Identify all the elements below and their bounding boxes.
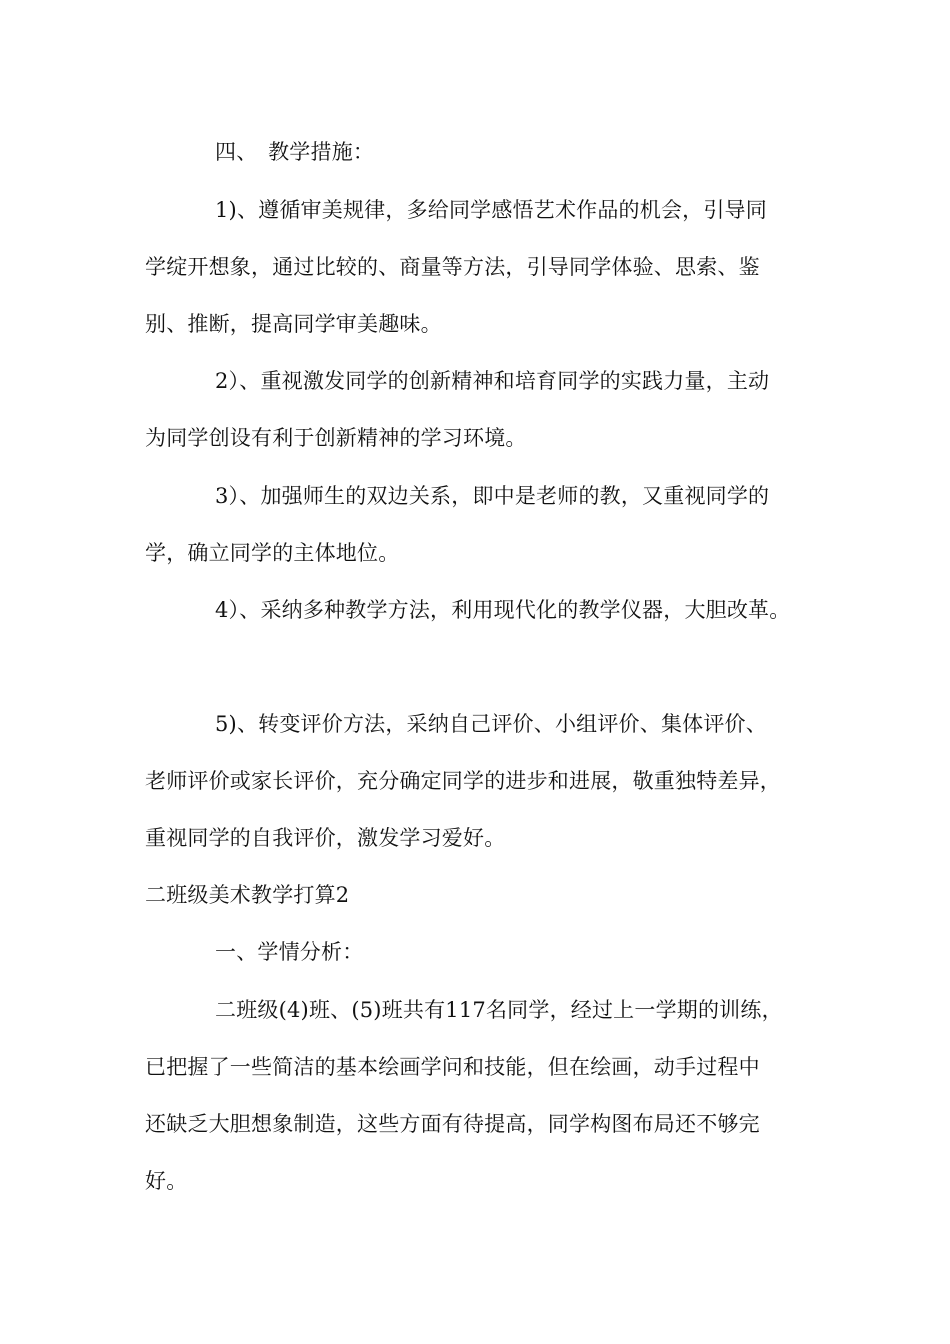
measure-3-line-2: 学，确立同学的主体地位。	[145, 541, 400, 565]
measure-2-line-2: 为同学创设有利于创新精神的学习环境。	[145, 426, 527, 450]
measure-3-line-1: 3）、加强师生的双边关系，即中是老师的教，又重视同学的	[215, 484, 770, 508]
measure-1-line-3: 别、推断，提高同学审美趣味。	[145, 312, 442, 336]
section-one-heading: 一、学情分析：	[215, 940, 364, 964]
analysis-line-2: 已把握了一些简洁的基本绘画学问和技能，但在绘画，动手过程中	[145, 1055, 760, 1079]
measure-5-line-2: 老师评价或家长评价，充分确定同学的进步和进展，敬重独特差异，	[145, 769, 781, 793]
analysis-line-3: 还缺乏大胆想象制造，这些方面有待提高，同学构图布局还不够完	[145, 1112, 760, 1136]
measure-1-line-1: 1)、遵循审美规律，多给同学感悟艺术作品的机会，引导同	[215, 198, 767, 222]
measure-4-line-1: 4）、采纳多种教学方法，利用现代化的教学仪器，大胆改革。	[215, 598, 791, 622]
analysis-line-1: 二班级(4)班、(5)班共有117名同学，经过上一学期的训练，	[215, 998, 783, 1022]
measure-5-line-1: 5)、转变评价方法，采纳自己评价、小组评价、集体评价、	[215, 712, 767, 736]
measure-2-line-1: 2）、重视激发同学的创新精神和培育同学的实践力量，主动	[215, 369, 770, 393]
plan-two-title: 二班级美术教学打算2	[145, 883, 350, 907]
measure-1-line-2: 学绽开想象，通过比较的、商量等方法，引导同学体验、思索、鉴	[145, 255, 760, 279]
section-four-heading: 四、 教学措施：	[215, 140, 375, 164]
analysis-line-4: 好。	[145, 1169, 188, 1193]
measure-5-line-3: 重视同学的自我评价，激发学习爱好。	[145, 826, 506, 850]
